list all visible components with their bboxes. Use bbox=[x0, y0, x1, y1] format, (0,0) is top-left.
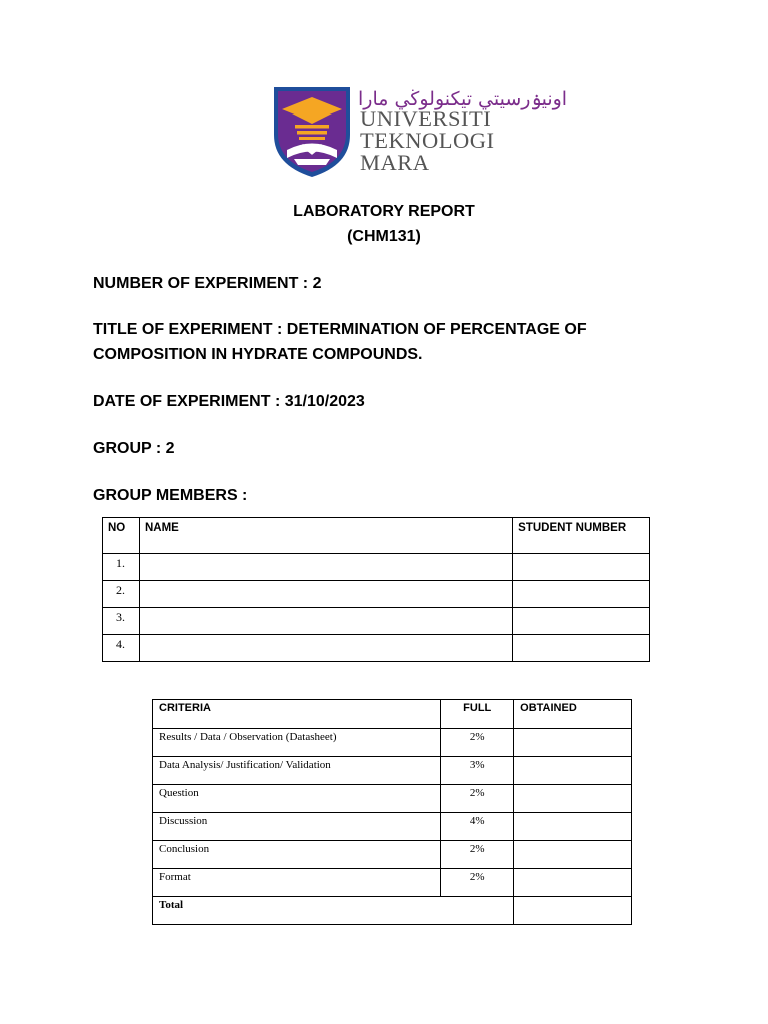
experiment-title-line: TITLE OF EXPERIMENT : DETERMINATION OF PERCENTAGE OF bbox=[93, 321, 587, 338]
jawi-script-logo-text: اونيۏرسيتي تيكنولوڬي مارا bbox=[358, 88, 568, 110]
university-name-line: MARA bbox=[360, 150, 430, 175]
assessment-criteria-table bbox=[152, 699, 632, 925]
obtained-score-cell bbox=[514, 729, 632, 757]
full-score-cell: 2% bbox=[441, 869, 514, 897]
criteria-cell: Conclusion bbox=[153, 841, 441, 869]
full-score-cell: 4% bbox=[441, 813, 514, 841]
report-title: LABORATORY REPORT bbox=[293, 203, 475, 220]
obtained-score-cell bbox=[514, 869, 632, 897]
table-row bbox=[103, 554, 650, 581]
table-row bbox=[153, 757, 632, 785]
table-header-row bbox=[153, 700, 632, 729]
column-header-student-number: STUDENT NUMBER bbox=[513, 518, 650, 554]
criteria-cell: Question bbox=[153, 785, 441, 813]
member-student-number-cell bbox=[513, 608, 650, 635]
full-score-cell: 3% bbox=[441, 757, 514, 785]
university-logo bbox=[274, 87, 568, 177]
member-no-cell: 2. bbox=[103, 581, 140, 608]
experiment-title-line: COMPOSITION IN HYDRATE COMPOUNDS. bbox=[93, 346, 423, 363]
total-label-cell: Total bbox=[153, 897, 514, 925]
table-total-row bbox=[153, 897, 632, 925]
university-name-line: UNIVERSITI bbox=[360, 106, 492, 131]
column-header-name: NAME bbox=[139, 518, 512, 554]
experiment-number: NUMBER OF EXPERIMENT : 2 bbox=[93, 275, 322, 292]
member-name-cell bbox=[139, 581, 512, 608]
criteria-cell: Format bbox=[153, 869, 441, 897]
table-row bbox=[103, 608, 650, 635]
column-header-obtained: OBTAINED bbox=[514, 700, 632, 729]
obtained-score-cell bbox=[514, 841, 632, 869]
university-name bbox=[360, 108, 494, 174]
member-no-cell: 1. bbox=[103, 554, 140, 581]
member-student-number-cell bbox=[513, 581, 650, 608]
group-number: GROUP : 2 bbox=[93, 440, 175, 457]
member-name-cell bbox=[139, 608, 512, 635]
group-members-table bbox=[102, 517, 650, 662]
column-header-no: NO bbox=[103, 518, 140, 554]
full-score-cell: 2% bbox=[441, 729, 514, 757]
column-header-full: FULL bbox=[441, 700, 514, 729]
member-name-cell bbox=[139, 635, 512, 662]
member-student-number-cell bbox=[513, 554, 650, 581]
member-no-cell: 3. bbox=[103, 608, 140, 635]
table-row bbox=[153, 729, 632, 757]
table-row bbox=[153, 785, 632, 813]
full-score-cell: 2% bbox=[441, 785, 514, 813]
member-student-number-cell bbox=[513, 635, 650, 662]
obtained-score-cell bbox=[514, 785, 632, 813]
total-obtained-cell bbox=[514, 897, 632, 925]
criteria-cell: Results / Data / Observation (Datasheet) bbox=[153, 729, 441, 757]
table-row bbox=[153, 813, 632, 841]
member-name-cell bbox=[139, 554, 512, 581]
table-row bbox=[153, 841, 632, 869]
table-row bbox=[103, 581, 650, 608]
university-name-line: TEKNOLOGI bbox=[360, 128, 495, 153]
university-crest-icon bbox=[274, 87, 350, 177]
obtained-score-cell bbox=[514, 813, 632, 841]
obtained-score-cell bbox=[514, 757, 632, 785]
member-no-cell: 4. bbox=[103, 635, 140, 662]
experiment-date: DATE OF EXPERIMENT : 31/10/2023 bbox=[93, 393, 365, 410]
group-members-heading: GROUP MEMBERS : bbox=[93, 487, 248, 504]
course-code: (CHM131) bbox=[347, 228, 421, 245]
criteria-cell: Data Analysis/ Justification/ Validation bbox=[153, 757, 441, 785]
column-header-criteria: CRITERIA bbox=[153, 700, 441, 729]
table-header-row bbox=[103, 518, 650, 554]
criteria-cell: Discussion bbox=[153, 813, 441, 841]
table-row bbox=[153, 869, 632, 897]
full-score-cell: 2% bbox=[441, 841, 514, 869]
table-row bbox=[103, 635, 650, 662]
